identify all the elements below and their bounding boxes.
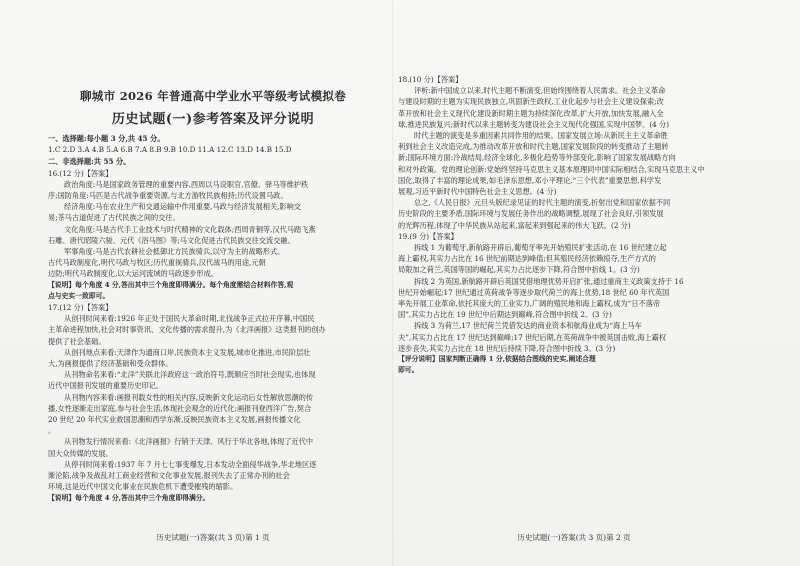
- left-text-line: 主革命进程加快,社会对时事资讯、文化传播的需求提升,为《北洋画报》这类报刊的创办: [48, 325, 326, 335]
- left-text-line: 石雕、唐代昭陵六骏、元代《浴马图》等;马文化促进古代民族交往交流交融。: [48, 235, 295, 245]
- right-text-line: 和对外政策。党的理论创新:党始终坚持马克思主义基本原理同中国实际相结合,实现马克思主义中: [398, 164, 705, 174]
- left-text-line: 从刊物发行情况来看:《北洋画报》行销于天津、风行于华北各地,体现了近代中: [64, 437, 314, 447]
- left-text-line: 序;国防角度:马匹是古代战争重要资源,与北方游牧民族相持;历代设置马政。: [48, 191, 288, 201]
- left-text-line: 。: [48, 426, 56, 436]
- right-text-line: 【评分说明】国家判断正确得 1 分,依据结合图线的史实,阐述合理: [398, 355, 596, 364]
- left-text-line: 军事角度:马是古代农耕社会抵御北方民族骑兵,以守为主的战略形式。: [64, 247, 285, 257]
- right-page-body: [398, 74, 750, 376]
- left-text-line: 大,为画报提供了经济基础和受众群体。: [48, 359, 173, 369]
- left-text-line: 提供了社会基础。: [48, 336, 106, 346]
- left-text-line: 易;茶马古道促进了古代民族之间的交往。: [48, 213, 180, 223]
- left-text-line: 国大众传媒的发展。: [48, 448, 113, 458]
- right-text-line: 历史阶段的主要矛盾,国际环境与发展任务作出的战略调整,展现了社会良好,引领发展: [398, 209, 664, 219]
- right-text-line: 总之,《人民日报》元旦头版纪录见证的时代主题的演变,折射出党和国家依据不同: [414, 198, 671, 208]
- left-text-line: 从刊物内容来看:画报刊载女性的相关内容,反映新文化运动后女性解放思潮的传: [64, 392, 314, 402]
- right-text-line: 拆线 3 为荷兰,17 世纪荷兰凭借发达的商业资本和航海业成为“海上马车: [414, 321, 642, 331]
- left-text-line: 播,女性逐渐走出家庭,参与社会生活,体现社会观念的近代化;画报刊登西洋广告,契合: [48, 403, 312, 413]
- right-text-line: 拆线 2 为英国,新航路开辟后英国凭借地理优势开启扩张,通过重商主义政策支持于 16: [414, 276, 684, 286]
- exam-subtitle: 历史试题(一)参考答案及评分说明: [111, 112, 315, 127]
- left-page: [48, 0, 378, 566]
- right-text-line: 与建设时期的主题为实现民族独立,巩固新生政权,工业化起步与社会主义建设探索;改: [398, 97, 664, 107]
- left-text-line: 渐沦陷,战争及战乱对工商业经营和文化事业发展,报刊失去了正常办刊的社会: [48, 471, 290, 481]
- left-text-line: 经济角度:马在农业生产和交通运输中作用重要,马政与经济发展相关,影响交: [64, 202, 301, 212]
- right-text-line: 逐步丧失,其实力占比在 18 世纪后持续下降,符合图中折线 3。(3 分): [398, 343, 616, 353]
- left-text-line: 点与史实一致即可。: [48, 291, 110, 300]
- right-text-line: 海上霸权,其实力占比在 16 世纪前期达到峰值;但其殖民经济依赖掠夺,生产方式的: [398, 254, 656, 264]
- right-text-line: 夫”,其实力占比在 17 世纪达到巅峰;17 世纪后期,在英荷战争中被英国击败,海上霸权: [398, 332, 667, 342]
- right-text-line: 革开放和社会主义现代化建设新时期主题为持续深化改革,扩大开放,加快发展,融入全: [398, 108, 664, 118]
- right-text-line: 展观,习近平新时代中国特色社会主义思想。(4 分): [398, 187, 557, 197]
- left-text-line: 从刊物命名来看:“北洋”关联北洋政府这一政治符号,既顺应当时社会现实,也体现: [64, 370, 316, 380]
- right-text-line: 世纪开始崛起;17 世纪通过英荷战争等逐步取代荷兰的海上优势,18 世纪 60 年代英国: [398, 287, 670, 297]
- left-text-line: 【说明】每个角度 4 分,答出其中三个角度即得满分。: [48, 493, 210, 502]
- left-text-line: 17.(12 分)【答案】: [48, 303, 113, 313]
- right-text-line: 球,推进民族复兴;新时代以来主题转变为建设社会主义现代化强国,实现中国梦。(4 分): [398, 119, 670, 129]
- left-text-line: 从创刊时间来看:1926 年正处于国民大革命时期,北伐战争正式拉开序幕,中国民: [64, 314, 315, 324]
- left-text-line: 政治角度:马是国家政务管理的重要内容,西周以马设职官,官僚、驿马等维护秩: [64, 179, 309, 189]
- right-text-line: 率先开展工业革命,依托其庞大的工业实力,广阔的殖民地和海上霸权,成为“日不落帝: [398, 299, 661, 309]
- left-text-line: 16.(12 分)【答案】: [48, 168, 113, 178]
- page-fold: [392, 0, 394, 566]
- left-text-line: 20 世纪 20 年代实业救国思潮和西学东渐,反映民族资本主义发展,画报传播文化: [48, 415, 301, 425]
- right-text-line: 国”,其实力占比在 19 世纪中后期达到巅峰,符合图中折线 2。(3 分): [398, 310, 612, 320]
- right-page: [398, 0, 750, 566]
- right-text-line: 利到社会主义改造完成,为推动改革开放和时代主题,国家发展阶段的转变推动了主题转: [398, 142, 669, 152]
- left-page-footer: 历史试题(一)答案(共 3 页)第 1 页: [156, 533, 270, 542]
- right-text-line: 新;国际环境方面:冷战结局,经济全球化,多极化趋势等外部变化,影响了国家发展战略方向: [398, 153, 676, 163]
- left-text-line: 环境,这是近代中国文化事业在民族危机下遭受摧残的缩影。: [48, 482, 238, 492]
- left-text-line: 1.C 2.D 3.A 4.B 5.A 6.B 7.A 8.B 9.B 10.D 11.A 12.C 13.D 14.B 15.D: [48, 145, 292, 155]
- left-text-line: 边防;明代马政制度化,以大运河流域的马政逐步形成。: [48, 269, 219, 279]
- left-text-line: 近代中国报刊发展的重要历史印记。: [48, 381, 164, 391]
- right-text-line: 时代主题的演变是多重因素共同作用的结果。国家发展立场:从新民主主义革命胜: [414, 131, 668, 141]
- left-text-line: 从停刊时间来看:1937 年 7 月七七事变爆发,日本发动全面侵华战争,华北地区逐: [64, 459, 317, 469]
- right-text-line: 局限加之荷兰,英国等国的崛起,其实力占比逐步下降,符合图中折线 1。(3 分): [398, 265, 640, 275]
- right-text-line: 19.(9 分)【答案】: [398, 231, 458, 241]
- right-text-line: 拆线 1 为葡萄牙,新航路开辟后,葡萄牙率先开始殖民扩张活动,在 16 世纪建立起: [414, 243, 667, 253]
- right-text-line: 的光辉历程,体现了中华民族从站起来,富起来到强起来的伟大飞跃。(2 分): [398, 220, 631, 230]
- right-text-line: 评析:新中国成立以来,时代主题不断演变,但始终围绕着人民需求。社会主义革命: [414, 86, 666, 96]
- left-text-line: 文化角度:马是古代手工业技术与时代精神的文化载体;西周青铜等,汉代马踏飞燕: [64, 224, 316, 234]
- left-text-line: 一、选择题:每小题 3 分,共 45 分。: [48, 134, 165, 143]
- left-text-line: 古代马政制度化,明代马政与牧区;历代重视骑兵,汉代战马的用途,元朝: [48, 258, 266, 268]
- left-text-line: 二、非选择题:共 55 分。: [48, 157, 131, 167]
- exam-title: 聊城市 2026 年普通高中学业水平等级考试模拟卷: [79, 89, 346, 103]
- left-page-body: [48, 133, 378, 504]
- left-text-line: 【说明】每个角度 4 分,答出其中三个角度即得满分。每个角度需结合材料作答,观: [48, 280, 294, 289]
- right-text-line: 国化,取得了丰富的理论成果,如毛泽东思想,邓小平理论,“三个代表”重要思想,科学发: [398, 175, 662, 185]
- left-text-line: 从创刊地点来看:天津作为通商口岸,民族资本主义发展,城市化推进,市民阶层壮: [64, 347, 311, 357]
- right-text-line: 18.(10 分)【答案】: [398, 75, 463, 84]
- right-text-line: 即可。: [398, 366, 419, 375]
- right-page-footer: 历史试题(一)答案(共 3 页)第 2 页: [517, 533, 631, 542]
